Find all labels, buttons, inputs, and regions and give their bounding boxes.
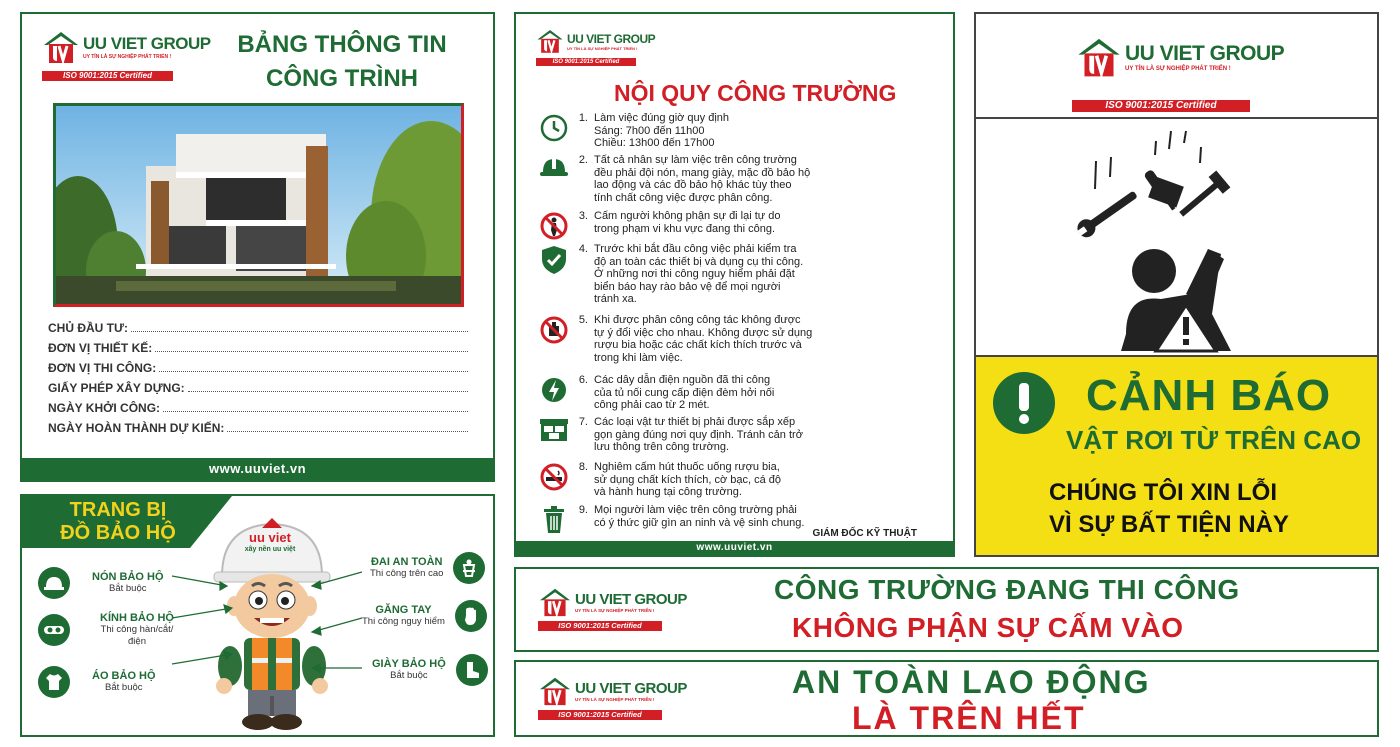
logo-mark-icon bbox=[1076, 36, 1122, 78]
ppe-item-helmet bbox=[38, 567, 164, 599]
warning-title: CẢNH BÁO bbox=[1086, 371, 1332, 420]
brand-logo bbox=[1076, 36, 1284, 78]
field-label: GIẤY PHÉP XÂY DỰNG: bbox=[48, 381, 185, 395]
building-illustration bbox=[56, 106, 461, 304]
field-blank bbox=[159, 371, 468, 372]
no-smoking-icon bbox=[534, 461, 574, 504]
field-row bbox=[48, 315, 468, 335]
rule-number: 1. bbox=[578, 112, 588, 124]
field-blank bbox=[131, 331, 468, 332]
ppe-item-desc: Bắt buộc bbox=[390, 670, 428, 681]
construction-banner bbox=[514, 567, 1379, 652]
ppe-item-shirt bbox=[38, 666, 156, 698]
warning-panel bbox=[976, 355, 1377, 557]
project-fields bbox=[48, 315, 468, 435]
field-label: ĐƠN VỊ THI CÔNG: bbox=[48, 361, 157, 375]
ppe-item-harness bbox=[370, 552, 485, 584]
helmet-slogan: xây nền uu việt bbox=[244, 546, 296, 553]
ppe-item-desc: Thi công trên cao bbox=[370, 568, 444, 579]
field-row bbox=[48, 415, 468, 435]
warning-message bbox=[1049, 477, 1289, 541]
website-footer: www.uuviet.vn bbox=[516, 541, 953, 555]
brand-logo bbox=[538, 587, 687, 631]
field-row bbox=[48, 355, 468, 375]
goggles-icon bbox=[38, 614, 70, 646]
falling-objects-warning-board bbox=[974, 12, 1379, 557]
no-entry-icon bbox=[534, 210, 574, 243]
logo-tagline: UY TÍN LÀ SỰ NGHIỆP PHÁT TRIỂN ! bbox=[567, 45, 638, 51]
project-info-board bbox=[20, 12, 495, 482]
logo-name: UU VIET GROUP bbox=[575, 680, 687, 697]
brand-logo bbox=[42, 30, 211, 81]
hardhat-icon bbox=[534, 154, 574, 210]
rule-text: Nghiêm cấm hút thuốc uống rượu bia, sử dụng chất kích thích, cờ bạc, cá độ và hành hung tại công trường. bbox=[594, 461, 782, 499]
clock-icon bbox=[534, 112, 574, 154]
safety-first-banner bbox=[514, 660, 1379, 737]
ppe-item-name: ĐAI AN TOÀN bbox=[370, 556, 443, 568]
rule-text: Làm việc đúng giờ quy định Sáng: 7h00 đến 11h00 Chiều: 13h00 đến 17h00 bbox=[594, 112, 730, 150]
shield-icon bbox=[534, 243, 574, 314]
logo-tagline: UY TÍN LÀ SỰ NGHIỆP PHÁT TRIỂN ! bbox=[1125, 66, 1231, 72]
helmet-logo-text: uu viet bbox=[249, 530, 291, 545]
rule-item bbox=[534, 154, 944, 210]
field-row bbox=[48, 375, 468, 395]
logo-tagline: UY TÍN LÀ SỰ NGHIỆP PHÁT TRIỂN ! bbox=[575, 697, 655, 702]
ppe-board bbox=[20, 494, 495, 737]
field-blank bbox=[188, 391, 468, 392]
logo-mark-icon bbox=[536, 28, 564, 54]
rule-text: Các loại vật tư thiết bị phải được sắp xếp gọn gàng đúng nơi quy định. Tránh cản trở lưu thông trên công trường. bbox=[594, 416, 803, 454]
ppe-item-goggles bbox=[38, 612, 182, 648]
brand-logo bbox=[538, 676, 687, 720]
rule-item bbox=[534, 314, 944, 374]
rule-number: 9. bbox=[578, 504, 588, 516]
helmet-icon bbox=[38, 567, 70, 599]
rule-text: Mọi người làm việc trên công trường phải có ý thức giữ gìn an ninh và vệ sinh chung. bbox=[594, 504, 805, 529]
rule-item bbox=[534, 210, 944, 243]
ppe-title-line2: ĐỒ BẢO HỘ bbox=[60, 522, 176, 544]
field-blank bbox=[163, 411, 468, 412]
board-title-line1: BẢNG THÔNG TIN bbox=[237, 31, 447, 58]
ppe-item-desc: Bắt buộc bbox=[109, 583, 147, 594]
construction-line1: CÔNG TRƯỜNG ĐANG THI CÔNG bbox=[774, 574, 1240, 605]
rule-text: Trước khi bắt đầu công việc phải kiểm tra độ an toàn các thiết bị và dụng cụ thi công. Ở những nơi thi công nguy hiểm phải đặt biển báo hay rào bảo vệ để mọi người tránh xa. bbox=[594, 243, 804, 306]
rule-text: Khi được phân công công tác không được tự ý đổi việc cho nhau. Không được sử dụng rượu bia hoặc các chất kích thích trước và trong khi làm việc. bbox=[594, 314, 813, 364]
iso-badge: ISO 9001:2015 Certified bbox=[1072, 100, 1250, 112]
rule-number: 7. bbox=[578, 416, 588, 428]
logo-name: UU VIET GROUP bbox=[575, 591, 687, 608]
field-label: CHỦ ĐẦU TƯ: bbox=[48, 321, 128, 335]
logo-mark-icon bbox=[538, 676, 572, 706]
boot-icon bbox=[456, 654, 488, 686]
site-rules-board bbox=[514, 12, 955, 557]
board-title bbox=[207, 28, 477, 96]
glove-icon bbox=[455, 600, 487, 632]
logo-tagline: UY TÍN LÀ SỰ NGHIỆP PHÁT TRIỂN ! bbox=[83, 54, 172, 60]
logo-tagline: UY TÍN LÀ SỰ NGHIỆP PHÁT TRIỂN ! bbox=[575, 608, 655, 613]
rule-number: 3. bbox=[578, 210, 588, 222]
ppe-item-name: GIÀY BẢO HỘ bbox=[372, 658, 446, 670]
rule-number: 8. bbox=[578, 461, 588, 473]
ppe-item-desc: Thi công hàn/cắt/điện bbox=[100, 624, 174, 647]
rule-text: Tất cả nhân sự làm việc trên công trường đều phải đội nón, mang giày, mặc đồ bảo hộ lao động và các đồ bảo hộ khác tùy theo tính chất công việc được phân công. bbox=[594, 154, 811, 204]
logo-mark-icon bbox=[42, 30, 80, 64]
iso-badge: ISO 9001:2015 Certified bbox=[538, 710, 662, 720]
harness-icon bbox=[453, 552, 485, 584]
rule-item bbox=[534, 374, 944, 416]
ppe-item-name: KÍNH BẢO HỘ bbox=[100, 612, 174, 624]
rule-number: 5. bbox=[578, 314, 588, 326]
electric-icon bbox=[534, 374, 574, 416]
iso-badge: ISO 9001:2015 Certified bbox=[536, 58, 636, 66]
rules-signature: GIÁM ĐỐC KỸ THUẬT bbox=[812, 528, 917, 539]
safety-line1: AN TOÀN LAO ĐỘNG bbox=[792, 664, 1151, 700]
iso-badge: ISO 9001:2015 Certified bbox=[42, 71, 173, 81]
logo-mark-icon bbox=[538, 587, 572, 617]
warning-subtitle: VẬT RƠI TỪ TRÊN CAO bbox=[1066, 425, 1362, 455]
ppe-item-gloves bbox=[362, 600, 487, 632]
rule-item bbox=[534, 112, 944, 154]
logo-name: UU VIET GROUP bbox=[1125, 42, 1285, 65]
field-label: NGÀY KHỞI CÔNG: bbox=[48, 401, 161, 415]
rule-text: Cấm người không phận sự đi lại tự do trong phạm vi khu vực đang thi công. bbox=[594, 210, 781, 235]
field-row bbox=[48, 395, 468, 415]
ppe-item-desc: Thi công nguy hiểm bbox=[362, 616, 445, 627]
no-alcohol-icon bbox=[534, 314, 574, 374]
safety-line2: LÀ TRÊN HẾT bbox=[852, 700, 1086, 736]
brand-logo bbox=[536, 28, 655, 66]
rule-item bbox=[534, 416, 944, 461]
ppe-item-name: ÁO BẢO HỘ bbox=[92, 670, 156, 682]
iso-badge: ISO 9001:2015 Certified bbox=[538, 621, 662, 631]
ppe-item-desc: Bắt buộc bbox=[105, 682, 143, 693]
warning-message-line1: CHÚNG TÔI XIN LỖI bbox=[1049, 479, 1277, 506]
rule-text: Các dây dẫn điện nguồn đã thi công của tủ nối cung cấp điện đèm hởi nối công phải cao từ 2 mét. bbox=[594, 374, 775, 412]
rule-item bbox=[534, 461, 944, 504]
field-blank bbox=[227, 431, 468, 432]
field-blank bbox=[155, 351, 468, 352]
trash-icon bbox=[534, 504, 574, 536]
rule-number: 2. bbox=[578, 154, 588, 166]
field-label: NGÀY HOÀN THÀNH DỰ KIẾN: bbox=[48, 421, 225, 435]
building-photo bbox=[53, 103, 464, 307]
shirt-icon bbox=[38, 666, 70, 698]
storage-icon bbox=[534, 416, 574, 461]
rules-list bbox=[534, 112, 944, 536]
warning-message-line2: VÌ SỰ BẤT TIỆN NÀY bbox=[1049, 511, 1289, 538]
rule-number: 4. bbox=[578, 243, 588, 255]
rule-item bbox=[534, 243, 944, 314]
field-label: ĐƠN VỊ THIẾT KẾ: bbox=[48, 341, 153, 355]
exclamation-icon bbox=[993, 372, 1055, 434]
ppe-item-boots bbox=[372, 654, 488, 686]
website-footer: www.uuviet.vn bbox=[22, 458, 493, 480]
ppe-item-name: GĂNG TAY bbox=[375, 604, 432, 616]
ppe-item-name: NÓN BẢO HỘ bbox=[92, 571, 164, 583]
rules-title: NỘI QUY CÔNG TRƯỜNG bbox=[614, 80, 897, 106]
logo-name: UU VIET GROUP bbox=[567, 31, 656, 46]
field-row bbox=[48, 335, 468, 355]
ppe-title-line1: TRANG BỊ bbox=[69, 499, 167, 521]
rule-number: 6. bbox=[578, 374, 588, 386]
construction-line2: KHÔNG PHẬN SỰ CẤM VÀO bbox=[792, 612, 1184, 643]
board-title-line2: CÔNG TRÌNH bbox=[266, 65, 418, 92]
logo-name: UU VIET GROUP bbox=[83, 34, 211, 53]
falling-objects-pictogram bbox=[976, 117, 1377, 355]
